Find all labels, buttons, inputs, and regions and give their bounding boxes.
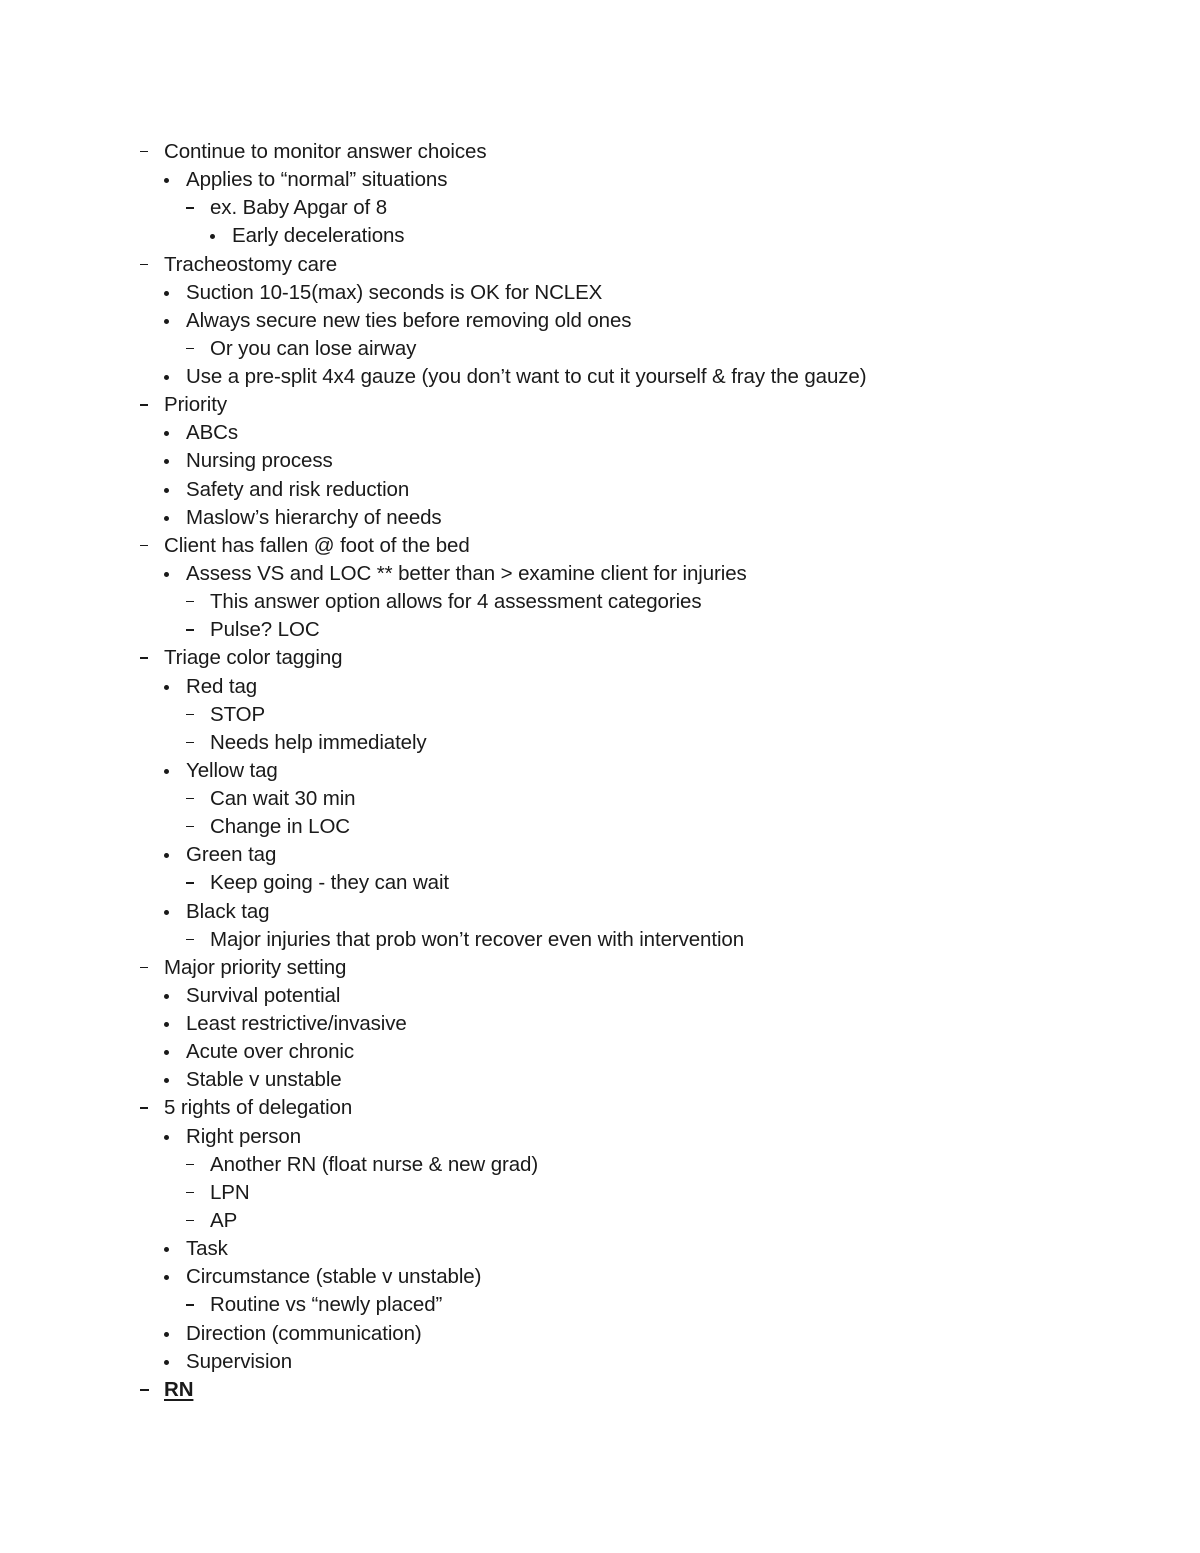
dash-marker-icon — [186, 1151, 206, 1179]
outline-item-text: Continue to monitor answer choices — [164, 140, 487, 163]
bullet-marker-icon — [162, 166, 182, 194]
outline-item-text: Yellow tag — [186, 758, 278, 782]
outline-item-text: Use a pre-split 4x4 gauze (you don’t want to cut it yourself & fray the gauze) — [186, 365, 867, 388]
dash-marker-icon — [186, 701, 206, 729]
outline-item-text: Change in LOC — [210, 815, 351, 839]
outline-item-text: Routine vs “newly placed” — [210, 1293, 443, 1317]
dash-marker-icon — [140, 1094, 160, 1122]
outline-item-text: Least restrictive/invasive — [186, 1012, 407, 1035]
dash-marker-icon — [186, 729, 206, 757]
bullet-marker-icon — [162, 363, 182, 391]
dash-marker-icon — [186, 1291, 206, 1319]
outline-item-text: Applies to “normal” situations — [186, 168, 448, 192]
bullet-marker-icon — [162, 307, 182, 335]
dash-marker-icon — [140, 644, 160, 672]
dash-marker-icon — [186, 616, 206, 644]
bullet-marker-icon — [162, 1123, 182, 1151]
outline-item-text: Suction 10-15(max) seconds is OK for NCLEX — [186, 280, 603, 304]
outline-item-text: Assess VS and LOC ** better than > examine client for injuries — [186, 562, 747, 585]
dash-marker-icon — [140, 138, 160, 166]
outline-item-text: Triage color tagging — [164, 646, 343, 670]
outline-item-text: Safety and risk reduction — [186, 477, 410, 501]
bullet-marker-icon — [162, 1066, 182, 1094]
bullet-marker-icon — [162, 476, 182, 504]
bullet-marker-icon — [162, 504, 182, 532]
bullet-marker-icon — [162, 1348, 182, 1376]
outline-item-text: Nursing process — [186, 449, 333, 473]
dash-marker-icon — [186, 785, 206, 813]
bullet-marker-icon — [162, 673, 182, 701]
dash-marker-icon — [140, 954, 160, 982]
outline-item-text: Black tag — [186, 899, 270, 923]
outline-item-text: 5 rights of delegation — [164, 1096, 353, 1120]
dash-marker-icon — [186, 813, 206, 841]
outline-item-text: Circumstance (stable v unstable) — [186, 1265, 482, 1289]
bullet-marker-icon — [162, 1263, 182, 1291]
bullet-marker-icon — [162, 1320, 182, 1348]
dash-marker-icon — [186, 1179, 206, 1207]
outline-item-text: Stable v unstable — [186, 1068, 342, 1092]
outline-item-text: Supervision — [186, 1349, 293, 1373]
outline-item-text: Client has fallen @ foot of the bed — [164, 533, 470, 557]
dash-marker-icon — [186, 335, 206, 363]
dash-marker-icon — [140, 532, 160, 560]
outline-item-text: Acute over chronic — [186, 1040, 354, 1064]
outline-item-text: LPN — [210, 1180, 250, 1204]
outline-item-text: Task — [186, 1237, 228, 1261]
outline-item-text: Pulse? LOC — [210, 618, 320, 642]
dash-marker-icon — [186, 926, 206, 954]
dash-marker-icon — [140, 251, 160, 279]
outline-item-text: Green tag — [186, 843, 277, 867]
outline-item-text: Always secure new ties before removing old ones — [186, 308, 632, 332]
outline-item-text: Major priority setting — [164, 955, 347, 979]
outline-item-text: Needs help immediately — [210, 730, 427, 754]
outline-item-text: ex. Baby Apgar of 8 — [210, 196, 388, 220]
outline-item-text: Or you can lose airway — [210, 336, 417, 360]
outline-item-text: Early decelerations — [232, 224, 405, 248]
bullet-marker-icon — [162, 757, 182, 785]
dash-marker-icon — [186, 588, 206, 616]
outline-item-text: STOP — [210, 702, 266, 726]
bullet-marker-icon — [162, 841, 182, 869]
bullet-marker-icon — [162, 419, 182, 447]
outline-item-text: Tracheostomy care — [164, 252, 337, 276]
dash-marker-icon — [140, 391, 160, 419]
outline-item-text: AP — [210, 1208, 238, 1232]
outline-item-text: ABCs — [186, 421, 239, 445]
bullet-marker-icon — [162, 898, 182, 926]
bullet-marker-icon — [162, 560, 182, 588]
outline-item-text: RN — [164, 1377, 194, 1401]
outline-item-text: Red tag — [186, 674, 258, 698]
outline-item-text: Keep going - they can wait — [210, 871, 449, 895]
outline-item-text: Priority — [164, 393, 227, 417]
dash-marker-icon — [186, 194, 206, 222]
outline-item-text: Survival potential — [186, 983, 341, 1007]
bullet-marker-icon — [208, 222, 228, 250]
bullet-marker-icon — [162, 982, 182, 1010]
dash-marker-icon — [140, 1376, 160, 1404]
bullet-marker-icon — [162, 1010, 182, 1038]
dash-marker-icon — [186, 869, 206, 897]
outline-item-text: Another RN (float nurse & new grad) — [210, 1152, 539, 1176]
bullet-marker-icon — [162, 447, 182, 475]
bullet-marker-icon — [162, 1235, 182, 1263]
outline-item-text: Maslow’s hierarchy of needs — [186, 505, 442, 529]
outline-item-text: This answer option allows for 4 assessment categories — [210, 590, 702, 614]
outline-item-text: Major injuries that prob won’t recover even with intervention — [210, 927, 744, 951]
outline-item-text: Direction (communication) — [186, 1321, 422, 1345]
bullet-marker-icon — [162, 279, 182, 307]
bullet-marker-icon — [162, 1038, 182, 1066]
outline-item-text: Right person — [186, 1124, 302, 1148]
dash-marker-icon — [186, 1207, 206, 1235]
outline-item-text: Can wait 30 min — [210, 787, 356, 810]
